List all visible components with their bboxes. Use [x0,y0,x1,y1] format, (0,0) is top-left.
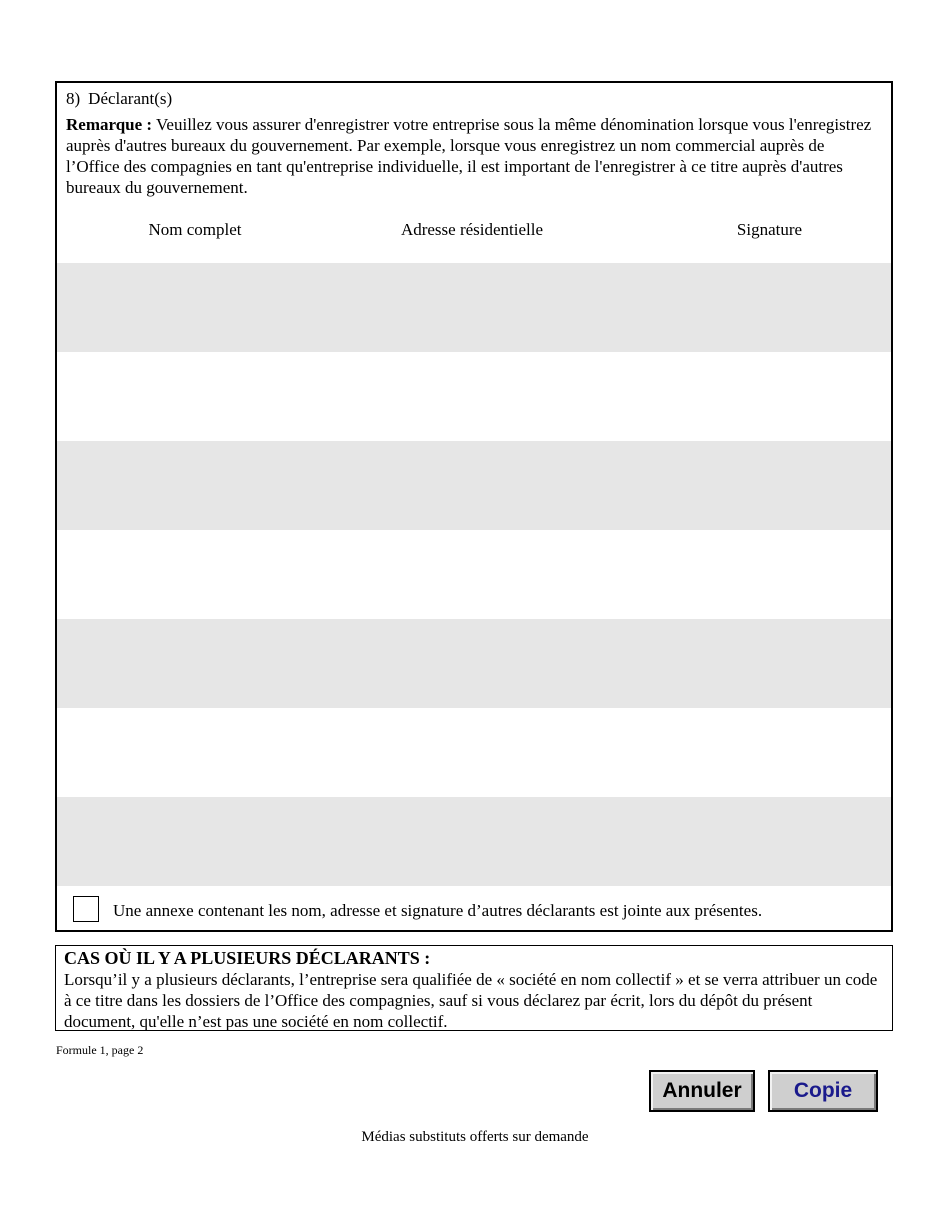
signature-field[interactable] [613,352,891,441]
table-row [57,441,891,530]
address-field[interactable] [335,352,613,441]
column-header-signature: Signature [736,220,803,239]
full-name-field[interactable] [57,708,335,797]
section-title-text: Déclarant(s) [88,89,173,108]
column-header-address: Adresse résidentielle [400,220,544,239]
annex-checkbox[interactable] [73,896,99,922]
annex-label: Une annexe contenant les nom, adresse et signature d’autres déclarants est jointe aux présentes. [113,901,763,920]
cancel-button[interactable]: Annuler [649,1070,755,1112]
full-name-field[interactable] [57,441,335,530]
table-row [57,619,891,708]
address-field[interactable] [335,441,613,530]
section-number: 8) [66,89,81,108]
full-name-field[interactable] [57,619,335,708]
column-header-full-name: Nom complet [148,220,242,239]
section-note [66,114,876,198]
form-reference: Formule 1, page 2 [56,1043,144,1057]
table-row [57,797,891,886]
multiple-declarants-title: CAS OÙ IL Y A PLUSIEURS DÉCLARANTS : [64,948,431,968]
multiple-declarants-box [55,945,893,1031]
full-name-field[interactable] [57,530,335,619]
signature-field[interactable] [613,619,891,708]
annex-row [57,888,891,930]
section-title [66,89,172,109]
address-field[interactable] [335,619,613,708]
copy-button[interactable]: Copie [768,1070,878,1112]
address-field[interactable] [335,530,613,619]
signature-field[interactable] [613,263,891,352]
table-row [57,263,891,352]
full-name-field[interactable] [57,797,335,886]
full-name-field[interactable] [57,263,335,352]
multiple-declarants-body: Lorsqu’il y a plusieurs déclarants, l’entreprise sera qualifiée de « société en nom collectif » et se verra attribuer un code à ce titre dans les dossiers de l’Office des compagnies, sauf si vous déclarez par écrit, lors du dépôt du présent document, qu'elle n’est pas une société en nom collectif. [64,970,878,1031]
note-label: Remarque : [66,115,153,134]
table-row [57,708,891,797]
signature-field[interactable] [613,708,891,797]
signature-field[interactable] [613,530,891,619]
note-text: Veuillez vous assurer d'enregistrer votre entreprise sous la même dénomination lorsque vous l'enregistrez auprès d'autres bureaux du gouvernement. Par exemple, lorsque vous enregistrez un nom commercial auprès de l’Office des compagnies en tant qu'entreprise individuelle, il est important de l'enregistrer à ce titre auprès d'autres bureaux du gouvernement. [66,115,872,197]
full-name-field[interactable] [57,352,335,441]
signature-field[interactable] [613,441,891,530]
table-row [57,352,891,441]
address-field[interactable] [335,708,613,797]
declarants-table [57,263,891,886]
signature-field[interactable] [613,797,891,886]
table-row [57,530,891,619]
address-field[interactable] [335,797,613,886]
footer-note: Médias substituts offerts sur demande [361,1129,589,1145]
declarants-section [55,81,893,932]
address-field[interactable] [335,263,613,352]
